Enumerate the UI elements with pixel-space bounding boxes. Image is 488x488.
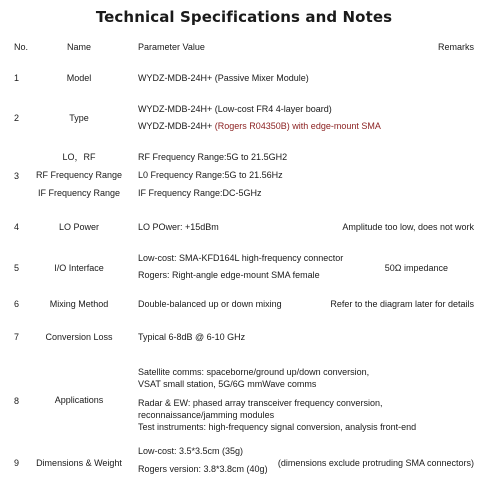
header-name: Name [66, 42, 91, 52]
row-8-value-line-1: Satellite comms: spaceborne/ground up/down conversion, [138, 367, 370, 377]
row-8-name: Applications [54, 395, 104, 405]
row-2-value-line-1: WYDZ-MDB-24H+ (Low-cost FR4 4-layer board) [138, 104, 332, 114]
row-7-name: Conversion Loss [45, 332, 113, 342]
row-4-name: LO Power [58, 222, 100, 232]
row-5-value-line-1: Low-cost: SMA-KFD164L high-frequency connector [138, 253, 344, 263]
row-8-value-line-5: Test instruments: high-frequency signal conversion, analysis front-end [138, 422, 417, 432]
row-3-name-line-2: RF Frequency Range [35, 170, 123, 180]
row-1-no: 1 [14, 73, 20, 83]
row-3-value-line-1: RF Frequency Range:5G to 21.5GH2 [138, 152, 288, 162]
row-3-no: 3 [14, 171, 20, 181]
header-remarks: Remarks [437, 42, 474, 52]
row-9-value-line-1: Low-cost: 3.5*3.5cm (35g) [138, 446, 244, 456]
page-title: Technical Specifications and Notes [95, 8, 393, 26]
row-4-value: LO POwer: +15dBm [138, 222, 219, 232]
row-3-value-line-2: L0 Frequency Range:5G to 21.56Hz [138, 170, 283, 180]
row-6-remarks: Refer to the diagram later for details [330, 299, 474, 309]
row-2-value-line-2 [138, 120, 381, 132]
row-8-value-line-3: Radar & EW: phased array transceiver frequency conversion, [138, 398, 383, 408]
row-5-no: 5 [14, 263, 20, 273]
row-5-remarks: 50Ω impedance [384, 263, 448, 273]
row-7-value: Typical 6-8dB @ 6-10 GHz [138, 332, 246, 342]
row-6-name: Mixing Method [49, 299, 109, 309]
row-2-value-highlight: (Rogers R04350B) with edge-mount SMA [214, 121, 381, 131]
row-4-remarks: Amplitude too low, does not work [342, 222, 474, 232]
row-3-name-line-3: IF Frequency Range [37, 188, 121, 198]
row-8-value-line-4: reconnaissance/jamming modules [138, 410, 275, 420]
row-5-value-line-2: Rogers: Right-angle edge-mount SMA female [138, 270, 320, 280]
row-1-value: WYDZ-MDB-24H+ (Passive Mixer Module) [138, 73, 309, 83]
row-6-no: 6 [14, 299, 20, 309]
row-2-name: Type [69, 113, 89, 123]
row-9-name: Dimensions & Weight [36, 458, 122, 468]
header-no: No. [14, 42, 29, 52]
row-6-value: Double-balanced up or down mixing [138, 299, 282, 309]
row-3-name-line-1: LO，RF [62, 152, 96, 162]
row-2-value-prefix: WYDZ-MDB-24H+ [138, 121, 215, 131]
row-4-no: 4 [14, 222, 20, 232]
row-9-no: 9 [14, 458, 20, 468]
header-value: Parameter Value [138, 42, 205, 52]
row-8-value-line-2: VSAT small station, 5G/6G mmWave comms [138, 379, 317, 389]
row-8-no: 8 [14, 396, 20, 406]
row-7-no: 7 [14, 332, 20, 342]
row-5-name: I/O Interface [54, 263, 104, 273]
row-1-name: Model [66, 73, 92, 83]
row-9-value-line-2: Rogers version: 3.8*3.8cm (40g) [138, 464, 268, 474]
row-3-value-line-3: IF Frequency Range:DC-5GHz [138, 188, 262, 198]
row-9-remarks: (dimensions exclude protruding SMA connectors) [277, 458, 474, 468]
row-2-no: 2 [14, 113, 20, 123]
